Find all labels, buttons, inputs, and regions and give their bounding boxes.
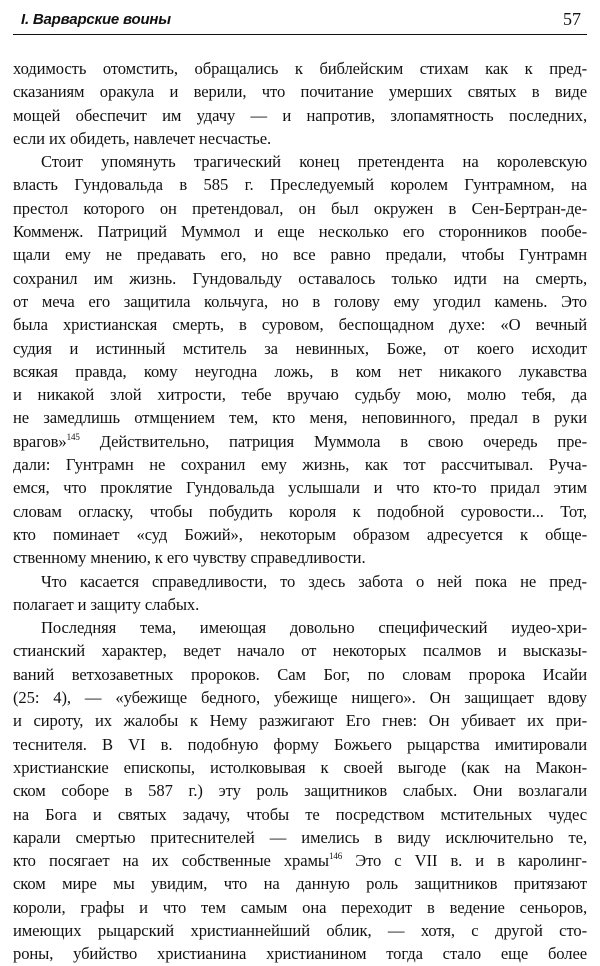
line-text: Последняя тема, имеющая довольно специфический иудео-хри- [41, 618, 587, 638]
line-text: короли, графы и что тем самым она переходит в ведение сеньоров, [13, 897, 587, 917]
text-line [13, 872, 587, 895]
text-line [13, 453, 587, 476]
text-line [13, 733, 587, 756]
text-line [13, 313, 587, 336]
text-line [13, 127, 587, 150]
line-text: ственному мнению, к его чувству справедливости. [13, 548, 366, 568]
text-line [13, 104, 587, 127]
line-text: емся, что проклятие Гундовальда услышали и что кто-то придал этим [13, 478, 587, 498]
chapter-title: I. Варварские воины [21, 11, 171, 28]
line-text: власть Гундовальда в 585 г. Преследуемый королем Гунтрамном, на [13, 175, 587, 195]
line-text: роны, убийство христианина христианином тогда стало еще более [13, 944, 587, 964]
line-text: полагает и защиту слабых. [13, 594, 200, 614]
line-text: сказаниям оракула и верили, что почитание умерших святых в виде [13, 82, 587, 102]
line-text: не замедлишь отмщением тем, кто меня, неповинного, предал в руки [13, 408, 587, 428]
line-text: престол которого он претендовал, он был окружен в Сен-Бертран-де- [13, 198, 587, 218]
text-line [13, 406, 587, 429]
line-text: щали ему не предавать его, но все равно предали, чтобы Гунтрамн [13, 245, 587, 265]
text-line [13, 57, 587, 80]
line-text: и никакой злой хитрости, тебе вручаю судьбу мою, молю тебя, да [13, 385, 587, 405]
line-text: словам огласку, чтобы побудить короля к подобной суровости... Тот, [13, 501, 587, 521]
text-line [13, 593, 587, 616]
line-text: на Бога и святых задачу, чтобы те посредством мстительных чудес [13, 804, 587, 824]
line-text: кто поминает «суд Божий», некоторым образом адресуется к обще- [13, 524, 587, 544]
text-line [13, 546, 587, 569]
footnote-marker: 146 [328, 851, 343, 862]
line-text: теснителя. В VI в. подобную форму Божьего рыцарства имитировали [13, 734, 587, 754]
text-line [13, 826, 587, 849]
text-line [13, 803, 587, 826]
line-text: если их обидеть, навлечет несчастье. [13, 128, 272, 148]
line-text: дали: Гунтрамн не сохранил ему жизнь, как тот рассчитывал. Руча- [13, 455, 587, 475]
text-line [13, 500, 587, 523]
line-text: судия и истинный мститель за невинных, Боже, от коего исходит [13, 338, 587, 358]
line-text: карали смертью притеснителей — имелись в виду исключительно те, [13, 827, 587, 847]
line-text: кто посягает на их собственные храмы [13, 851, 329, 871]
footnote-marker: 145 [66, 431, 80, 442]
line-text: мощей обеспечит им удачу — и напротив, злопамятность последних, [13, 105, 587, 125]
text-line [13, 616, 587, 639]
line-text: ском соборе в 587 г.) эту роль защитников слабых. Они возлагали [13, 781, 587, 801]
text-line [13, 686, 587, 709]
line-text-continued: Это с VII в. и в каролинг- [342, 851, 587, 871]
book-page [13, 0, 587, 964]
line-text: имеющих рыцарский христианнейший облик, — хотя, с другой сто- [13, 920, 587, 940]
text-line [13, 756, 587, 779]
text-line [13, 197, 587, 220]
line-text: христианские епископы, истолковывая к своей выгоде (как на Макон- [13, 757, 587, 777]
text-line [13, 896, 587, 919]
line-text: ходимость отомстить, обращались к библейским стихам как к пред- [13, 59, 587, 78]
line-text-continued: Действительно, патриция Муммола в свою очередь пре- [79, 431, 587, 451]
text-line [13, 709, 587, 732]
text-line [13, 243, 587, 266]
text-line [13, 337, 587, 360]
line-text: Стоит упомянуть трагический конец претендента на королевскую [41, 152, 587, 172]
text-line [13, 570, 587, 593]
text-line [13, 173, 587, 196]
text-line [13, 639, 587, 662]
text-line [13, 663, 587, 686]
text-line [13, 80, 587, 103]
line-text: всякая правда, кому неугодна ложь, в ком нет никакого лукавства [13, 361, 587, 381]
body-text [13, 35, 587, 966]
line-text: ском мире мы увидим, что на данную роль защитников притязают [13, 874, 587, 894]
line-text: Что касается справедливости, то здесь забота о ней пока не пред- [41, 571, 587, 591]
text-line [13, 919, 587, 942]
page-number: 57 [563, 9, 581, 29]
line-text: врагов» [13, 431, 67, 451]
text-line [13, 360, 587, 383]
line-text: (25: 4), — «убежище бедного, убежище нищего». Он защищает вдову [13, 688, 587, 708]
text-line [13, 523, 587, 546]
running-head [13, 0, 587, 35]
line-text: и сироту, их жалобы к Нему разжигают Его гнев: Он убивает их при- [13, 711, 587, 731]
text-line [13, 779, 587, 802]
text-line [13, 942, 587, 965]
line-text: была христианская смерть, в суровом, беспощадном духе: «О вечный [13, 315, 587, 335]
text-line [13, 267, 587, 290]
text-line [13, 150, 587, 173]
text-line [13, 849, 587, 872]
line-text: сохранил им жизнь. Гундовальду оставалось только идти на смерть, [13, 268, 587, 288]
text-line [13, 383, 587, 406]
text-line [13, 220, 587, 243]
line-text: от меча его защитила кольчуга, но в голову ему угодил камень. Это [13, 291, 587, 311]
line-text: ваний ветхозаветных пророков. Сам Бог, по словам пророка Исайи [13, 664, 587, 684]
text-line [13, 476, 587, 499]
line-text: стианский характер, ведет начало от некоторых псалмов и высказы- [13, 641, 587, 661]
text-line [13, 290, 587, 313]
text-line [13, 430, 587, 453]
line-text: Комменж. Патриций Муммол и еще несколько его сторонников пообе- [13, 222, 587, 242]
